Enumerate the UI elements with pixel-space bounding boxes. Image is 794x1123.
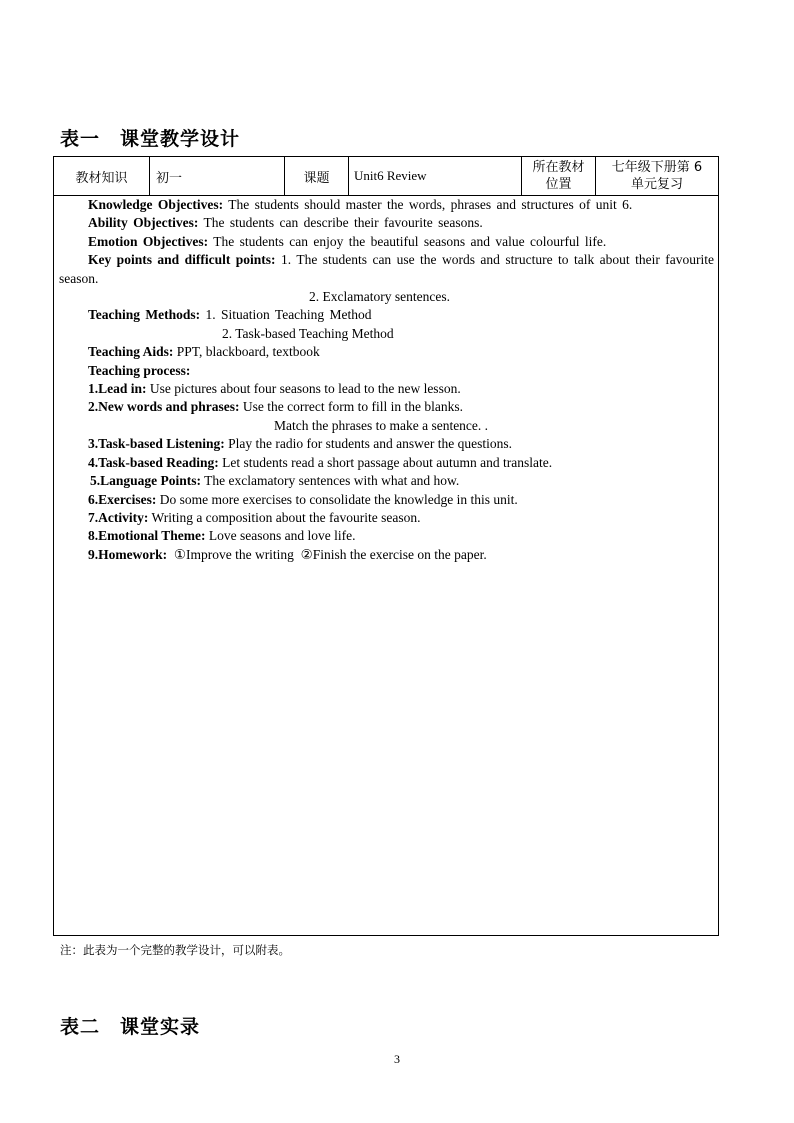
location-value: 七年级下册第 6 单元复习 [611,160,703,192]
step-new-words: 2.New words and phrases: Use the correct form to fill in the blanks. [88,399,463,415]
section-title-2 [60,1012,200,1039]
table-note: 注：此表为一个完整的教学设计，可以附表。 [60,943,290,957]
page-number: 3 [394,1052,400,1066]
section-label: 表一 [60,128,101,150]
section-title-1 [60,124,240,151]
material-label: 教材知识 [54,157,150,195]
material-value: 初一 [150,157,285,195]
teaching-aids: Teaching Aids: PPT, blackboard, textbook [88,344,320,360]
key-points-line2: 2. Exclamatory sentences. [309,289,450,305]
teaching-methods: Teaching Methods: 1. Situation Teaching Method [88,307,372,323]
step-emotional-theme: 8.Emotional Theme: Love seasons and love life. [88,528,356,544]
section-heading: 课堂实录 [120,1016,201,1038]
step-reading: 4.Task-based Reading: Let students read a short passage about autumn and translate. [88,454,553,470]
lesson-content [54,196,718,564]
knowledge-objectives: Knowledge Objectives: The students should master the words, phrases and structures of unit 6. [88,197,633,212]
ability-objectives: Ability Objectives: The students can describe their favourite seasons. [88,215,483,231]
table-header-row [54,157,718,196]
section-heading: 课堂教学设计 [120,128,241,150]
teaching-process: Teaching process: [88,362,191,378]
step-homework: 9.Homework: ①Improve the writing ②Finish the exercise on the paper. [88,546,487,562]
lesson-design-table [53,156,719,936]
step-language-points: 5.Language Points: The exclamatory sentences with what and how. [90,473,460,489]
step-lead-in: 1.Lead in: Use pictures about four seasons to lead to the new lesson. [88,381,461,397]
step-listening: 3.Task-based Listening: Play the radio for students and answer the questions. [88,436,512,452]
section-label: 表二 [60,1016,101,1038]
step-exercises: 6.Exercises: Do some more exercises to consolidate the knowledge in this unit. [88,491,518,507]
key-points: Key points and difficult points: 1. The students can use the words and structure to talk about their favourite season. [59,252,715,286]
teaching-methods-line2: 2. Task-based Teaching Method [222,325,394,341]
topic-value: Unit6 Review [349,157,522,195]
step-new-words-line2: Match the phrases to make a sentence. . [274,417,489,433]
location-label: 所在教材 位置 [522,157,596,195]
step-activity: 7.Activity: Writing a composition about the favourite season. [88,509,421,525]
topic-label: 课题 [285,157,349,195]
emotion-objectives: Emotion Objectives: The students can enjoy the beautiful seasons and value colourful life. [88,233,607,249]
